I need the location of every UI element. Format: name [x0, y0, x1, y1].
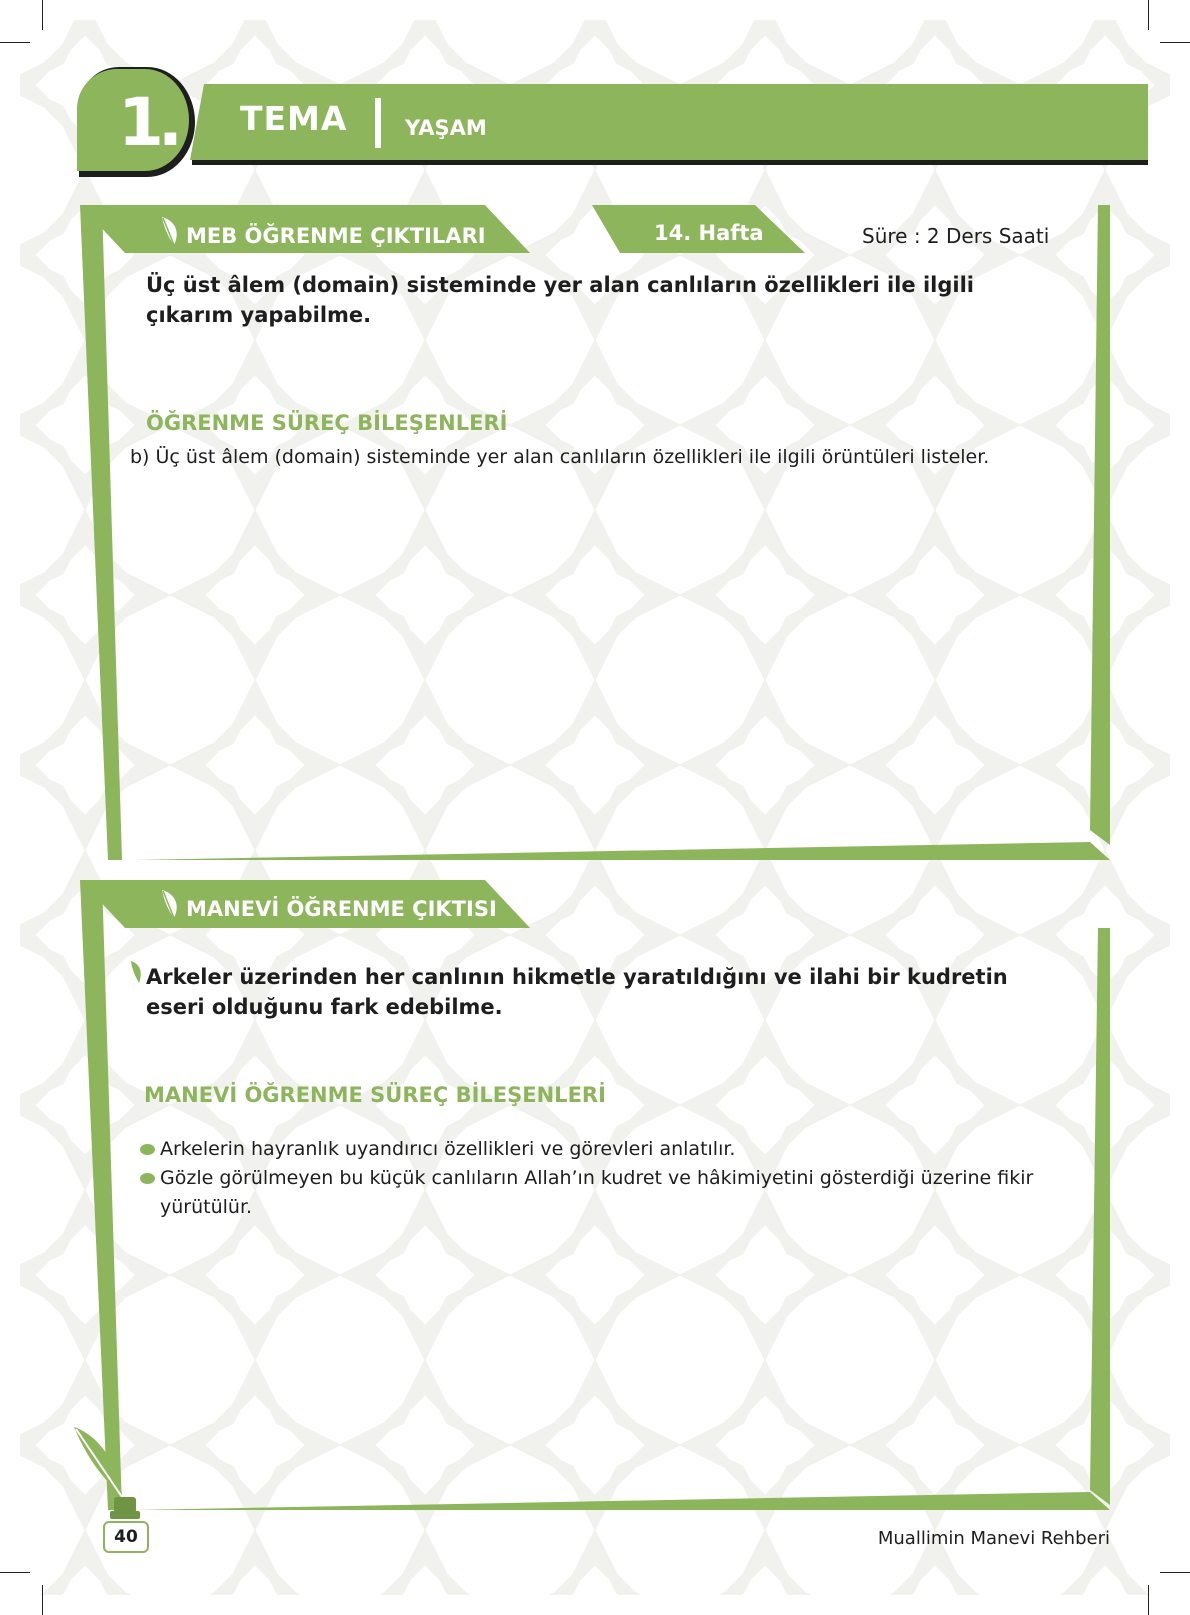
bullet-dot	[140, 1144, 155, 1155]
list-item: Arkelerin hayranlık uyandırıcı özellikleri ve görevleri anlatılır.	[140, 1135, 1060, 1164]
crop-mark	[42, 0, 43, 30]
section2-process-heading: MANEVİ ÖĞRENME SÜREÇ BİLEŞENLERİ	[144, 1083, 606, 1107]
crop-mark	[1160, 1572, 1190, 1573]
section1-tab-label: MEB ÖĞRENME ÇIKTILARI	[186, 224, 486, 248]
duration-label: Süre : 2 Ders Saati	[862, 224, 1050, 248]
crop-mark	[0, 1572, 30, 1573]
crop-mark	[42, 1585, 43, 1615]
section1-process-heading: ÖĞRENME SÜREÇ BİLEŞENLERİ	[146, 411, 508, 435]
section2-outcome-line1: Arkeler üzerinden her canlının hikmetle yaratıldığını ve ilahi bir kudretin	[146, 965, 1008, 989]
section2-outcome-line2: eseri olduğunu fark edebilme.	[146, 995, 503, 1019]
list-item: Gözle görülmeyen bu küçük canlıların Allah’ın kudret ve hâkimiyetini gösterdiği üzerine fikir yürütülür.	[140, 1164, 1060, 1222]
header-separator	[375, 98, 381, 148]
section2-tab-label: MANEVİ ÖĞRENME ÇIKTISI	[186, 897, 497, 921]
tema-label: TEMA	[240, 99, 348, 138]
book-title: Muallimin Manevi Rehberi	[877, 1528, 1110, 1549]
feather-icon	[160, 215, 182, 247]
section1-outcome-line1: Üç üst âlem (domain) sisteminde yer alan canlıların özellikleri ile ilgili	[146, 273, 974, 297]
theme-number: 1.	[118, 84, 177, 161]
crop-mark	[0, 42, 30, 43]
theme-name: YAŞAM	[405, 116, 487, 140]
page-number: 40	[103, 1521, 149, 1553]
quill-inkwell-icon	[68, 1425, 148, 1523]
bullet-dot	[140, 1173, 155, 1184]
section1-process-item: b) Üç üst âlem (domain) sisteminde yer alan canlıların özellikleri ile ilgili örüntüleri listeler.	[130, 446, 990, 468]
week-label: 14. Hafta	[654, 221, 764, 245]
crop-mark	[1148, 0, 1149, 30]
section2-outcome	[146, 962, 1066, 1022]
section1-outcome	[146, 270, 1066, 330]
feather-icon	[130, 960, 144, 984]
section2-bullet-list	[140, 1135, 1060, 1222]
feather-icon	[160, 888, 182, 920]
crop-mark	[1148, 1585, 1149, 1615]
crop-mark	[1160, 42, 1190, 43]
section1-outcome-line2: çıkarım yapabilme.	[146, 303, 372, 327]
